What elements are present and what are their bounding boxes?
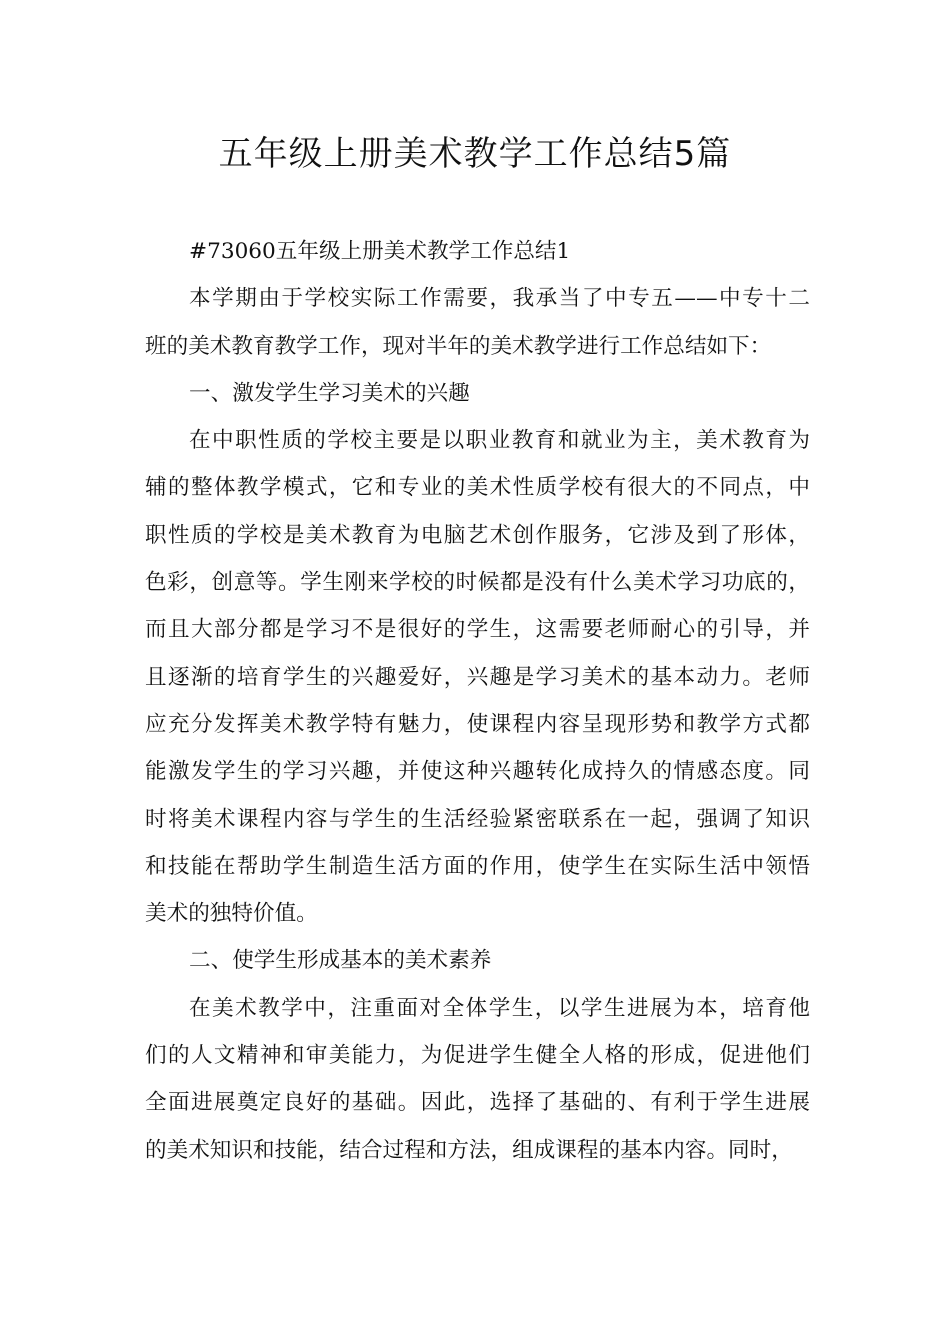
body-paragraph [145,417,810,937]
text-line: 班的美术教育教学工作，现对半年的美术教学进行工作总结如下： [145,333,772,359]
text-line: 和技能在帮助学生制造生活方面的作用，使学生在实际生活中领悟 [145,853,810,879]
text-line: 一、激发学生学习美术的兴趣 [189,380,470,406]
text-line: 能激发学生的学习兴趣，并使这种兴趣转化成持久的情感态度。同 [145,759,810,785]
document-title: 五年级上册美术教学工作总结5篇 [218,134,732,174]
document-body [145,228,810,1174]
text-line: 色彩，创意等。学生刚来学校的时候都是没有什么美术学习功底的， [145,570,810,596]
text-line: 在美术教学中，注重面对全体学生，以学生进展为本，培育他 [189,995,810,1021]
text-line: 职性质的学校是美术教育为电脑艺术创作服务，它涉及到了形体， [145,522,810,548]
text-line: #73060五年级上册美术教学工作总结1 [189,239,571,264]
document-subtitle [145,228,810,275]
section-heading [145,370,810,417]
text-line: 本学期由于学校实际工作需要，我承当了中专五——中专十二 [189,286,810,312]
text-line: 辅的整体教学模式，它和专业的美术性质学校有很大的不同点，中 [145,475,810,501]
text-line: 在中职性质的学校主要是以职业教育和就业为主，美术教育为 [189,428,810,454]
body-paragraph [145,275,810,370]
text-line: 全面进展奠定良好的基础。因此，选择了基础的、有利于学生进展 [145,1090,810,1116]
text-line: 应充分发挥美术教学特有魅力，使课程内容呈现形势和教学方式都 [145,711,810,737]
section-heading [145,937,810,984]
text-line: 而且大部分都是学习不是很好的学生，这需要老师耐心的引导，并 [145,617,810,643]
text-line: 美术的独特价值。 [145,901,318,927]
text-line: 且逐渐的培育学生的兴趣爱好，兴趣是学习美术的基本动力。老师 [145,664,810,690]
text-line: 二、使学生形成基本的美术素养 [189,948,492,974]
text-line: 们的人文精神和审美能力，为促进学生健全人格的形成，促进他们 [145,1043,810,1069]
body-paragraph [145,985,810,1174]
text-line: 的美术知识和技能，结合过程和方法，组成课程的基本内容。同时， [145,1137,793,1163]
text-line: 时将美术课程内容与学生的生活经验紧密联系在一起，强调了知识 [145,806,810,832]
